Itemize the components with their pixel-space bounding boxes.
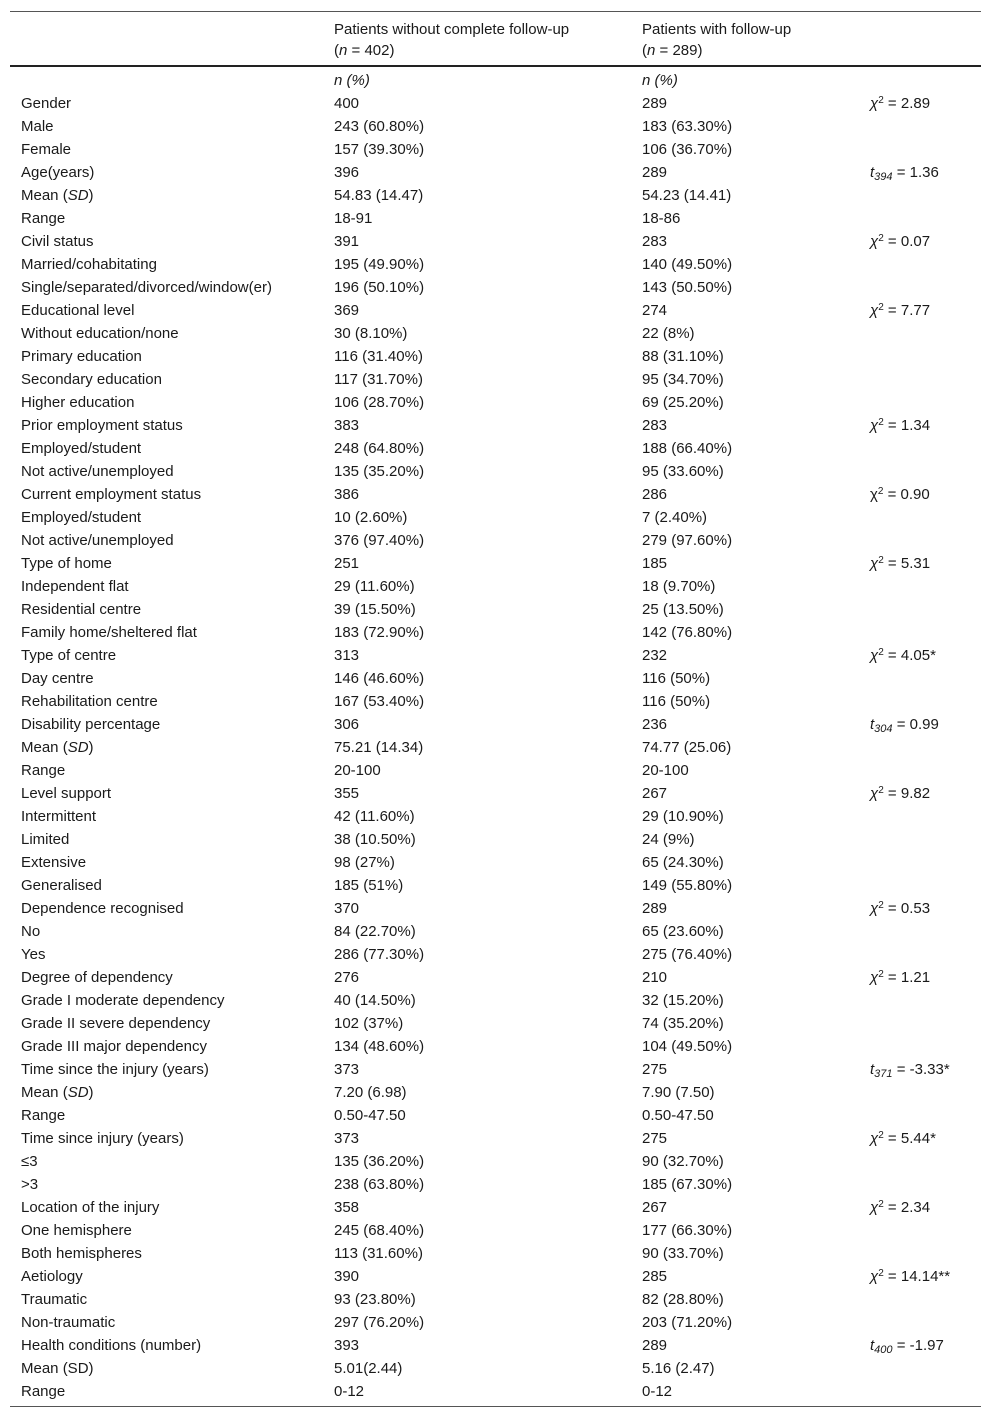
- test-statistic: $t_{394} = 1.36$: [870, 164, 939, 183]
- cell-with-follow-up: 275: [642, 1130, 668, 1147]
- cell-with-follow-up: 106 (36.70%): [642, 141, 733, 158]
- row-label: Extensive: [21, 854, 87, 871]
- table-row: [10, 644, 981, 667]
- cell-with-follow-up: 285: [642, 1268, 668, 1285]
- row-label: Female: [21, 141, 72, 158]
- table-row: [10, 575, 981, 598]
- row-label: Yes: [21, 946, 46, 963]
- header-title: Patients with follow-up: [642, 21, 792, 38]
- row-label: Secondary education: [21, 371, 162, 388]
- table-row: [10, 115, 981, 138]
- cell-with-follow-up: 25 (13.50%): [642, 601, 724, 618]
- table-row: [10, 506, 981, 529]
- cell-with-follow-up: 18 (9.70%): [642, 578, 716, 595]
- table-row: [10, 552, 981, 575]
- cell-without-follow-up: 286 (77.30%): [334, 946, 425, 963]
- table-row: [10, 920, 981, 943]
- data-table: [10, 11, 981, 1407]
- cell-with-follow-up: 18-86: [642, 210, 681, 227]
- cell-without-follow-up: 276: [334, 969, 360, 986]
- cell-with-follow-up: 289: [642, 900, 668, 917]
- cell-without-follow-up: 106 (28.70%): [334, 394, 425, 411]
- row-label: Disability percentage: [21, 716, 161, 733]
- cell-with-follow-up: 275: [642, 1061, 668, 1078]
- row-label: Higher education: [21, 394, 135, 411]
- row-label: Primary education: [21, 348, 142, 365]
- row-label: Not active/unemployed: [21, 463, 174, 480]
- table-row: [10, 299, 981, 322]
- cell-with-follow-up: 289: [642, 95, 668, 112]
- cell-without-follow-up: 370: [334, 900, 360, 917]
- row-label: Current employment status: [21, 486, 202, 503]
- table-row: [10, 851, 981, 874]
- cell-with-follow-up: 210: [642, 969, 668, 986]
- cell-with-follow-up: 183 (63.30%): [642, 118, 733, 135]
- cell-without-follow-up: 373: [334, 1061, 360, 1078]
- table-row: [10, 1150, 981, 1173]
- cell-with-follow-up: 5.16 (2.47): [642, 1360, 715, 1377]
- row-label: Aetiology: [21, 1268, 83, 1285]
- cell-with-follow-up: 274: [642, 302, 668, 319]
- cell-with-follow-up: 279 (97.60%): [642, 532, 733, 549]
- table-row: [10, 989, 981, 1012]
- header-n: 289: [672, 42, 698, 59]
- cell-without-follow-up: 358: [334, 1199, 360, 1216]
- cell-with-follow-up: 22 (8%): [642, 325, 695, 342]
- row-label: Both hemispheres: [21, 1245, 142, 1262]
- cell-without-follow-up: 376 (97.40%): [334, 532, 425, 549]
- test-statistic: $t_{304} = 0.99$: [870, 716, 939, 735]
- cell-with-follow-up: 283: [642, 417, 668, 434]
- cell-without-follow-up: 390: [334, 1268, 360, 1285]
- test-statistic: $\chi^2 = 0.53$: [870, 900, 931, 917]
- table-row: [10, 1012, 981, 1035]
- cell-with-follow-up: 286: [642, 486, 668, 503]
- row-label: Range: [21, 1383, 66, 1400]
- cell-without-follow-up: 20-100: [334, 762, 381, 779]
- cell-with-follow-up: 88 (31.10%): [642, 348, 724, 365]
- cell-with-follow-up: 275 (76.40%): [642, 946, 733, 963]
- cell-with-follow-up: 95 (34.70%): [642, 371, 724, 388]
- header-col-with-follow-up: Patients with follow-up (n = 289): [642, 21, 792, 59]
- cell-with-follow-up: 236: [642, 716, 668, 733]
- cell-without-follow-up: 10 (2.60%): [334, 509, 408, 526]
- cell-with-follow-up: 116 (50%): [642, 670, 711, 687]
- row-label: Dependence recognised: [21, 900, 184, 917]
- cell-without-follow-up: 251: [334, 555, 360, 572]
- subheader-col2: n (%): [334, 72, 370, 89]
- cell-with-follow-up: 7.90 (7.50): [642, 1084, 715, 1101]
- cell-without-follow-up: 355: [334, 785, 360, 802]
- cell-with-follow-up: 32 (15.20%): [642, 992, 724, 1009]
- row-label: No: [21, 923, 41, 940]
- row-label: Grade III major dependency: [21, 1038, 207, 1055]
- test-statistic: $\chi^2 = 1.21$: [870, 969, 931, 986]
- test-statistic: $t_{400} = -1.97$: [870, 1337, 944, 1356]
- cell-with-follow-up: 82 (28.80%): [642, 1291, 724, 1308]
- test-statistic: $\chi^2 = 5.44*$: [870, 1130, 936, 1147]
- row-label: Employed/student: [21, 440, 142, 457]
- table-row: [10, 1196, 981, 1219]
- table-row: [10, 621, 981, 644]
- cell-with-follow-up: 95 (33.60%): [642, 463, 724, 480]
- cell-without-follow-up: 0-12: [334, 1383, 365, 1400]
- row-label: Limited: [21, 831, 70, 848]
- test-statistic: $\chi^2 = 9.82$: [870, 785, 931, 802]
- table-row: [10, 161, 981, 184]
- row-label: Type of home: [21, 555, 112, 572]
- header-col-without-follow-up: Patients without complete follow-up (n = 402): [334, 21, 570, 59]
- cell-without-follow-up: 38 (10.50%): [334, 831, 416, 848]
- cell-with-follow-up: 267: [642, 1199, 668, 1216]
- row-label: Mean (SD): [21, 1360, 94, 1377]
- cell-without-follow-up: 391: [334, 233, 360, 250]
- table-row: [10, 1035, 981, 1058]
- test-statistic: $\chi^2 = 1.34$: [870, 417, 931, 434]
- cell-without-follow-up: 195 (49.90%): [334, 256, 425, 273]
- table-row: [10, 1058, 981, 1081]
- row-label: Location of the injury: [21, 1199, 160, 1216]
- cell-without-follow-up: 98 (27%): [334, 854, 395, 871]
- table-row: [10, 713, 981, 736]
- cell-with-follow-up: 69 (25.20%): [642, 394, 724, 411]
- cell-without-follow-up: 102 (37%): [334, 1015, 404, 1032]
- cell-with-follow-up: 29 (10.90%): [642, 808, 724, 825]
- cell-without-follow-up: 84 (22.70%): [334, 923, 416, 940]
- cell-without-follow-up: 135 (35.20%): [334, 463, 425, 480]
- header-title: Patients without complete follow-up: [334, 21, 570, 38]
- test-statistic: $\chi^2 = 14.14**$: [870, 1268, 951, 1285]
- cell-without-follow-up: 42 (11.60%): [334, 808, 415, 825]
- test-statistic: $\chi^2 = 0.90$: [870, 486, 930, 503]
- row-label: Intermittent: [21, 808, 97, 825]
- row-label: Mean (SD): [21, 1084, 94, 1101]
- cell-without-follow-up: 0.50-47.50: [334, 1107, 406, 1124]
- cell-without-follow-up: 113 (31.60%): [334, 1245, 423, 1262]
- cell-without-follow-up: 393: [334, 1337, 360, 1354]
- cell-with-follow-up: 20-100: [642, 762, 689, 779]
- cell-without-follow-up: 18-91: [334, 210, 373, 227]
- table-row: [10, 690, 981, 713]
- table-row: [10, 1219, 981, 1242]
- cell-without-follow-up: 40 (14.50%): [334, 992, 416, 1009]
- cell-with-follow-up: 142 (76.80%): [642, 624, 733, 641]
- row-label: Prior employment status: [21, 417, 183, 434]
- table-row: [10, 1288, 981, 1311]
- table-row: [10, 736, 981, 759]
- subheader-col3: n (%): [642, 72, 678, 89]
- cell-with-follow-up: 90 (33.70%): [642, 1245, 724, 1262]
- table-row: [10, 437, 981, 460]
- cell-with-follow-up: 90 (32.70%): [642, 1153, 724, 1170]
- subheader-row: [10, 69, 981, 92]
- cell-without-follow-up: 134 (48.60%): [334, 1038, 425, 1055]
- row-label: Mean (SD): [21, 739, 94, 756]
- table-header: [10, 12, 981, 67]
- row-label: Gender: [21, 95, 72, 112]
- row-label: Generalised: [21, 877, 102, 894]
- table-row: [10, 1104, 981, 1127]
- table-row: [10, 828, 981, 851]
- cell-without-follow-up: 369: [334, 302, 360, 319]
- table-row: [10, 345, 981, 368]
- table-row: [10, 230, 981, 253]
- cell-with-follow-up: 232: [642, 647, 668, 664]
- table-body: [10, 67, 981, 1406]
- cell-with-follow-up: 289: [642, 1337, 668, 1354]
- row-label: Without education/none: [21, 325, 179, 342]
- table-row: [10, 529, 981, 552]
- cell-without-follow-up: 297 (76.20%): [334, 1314, 425, 1331]
- cell-without-follow-up: 313: [334, 647, 360, 664]
- table-row: [10, 184, 981, 207]
- cell-without-follow-up: 185 (51%): [334, 877, 404, 894]
- table-row: [10, 1380, 981, 1403]
- cell-with-follow-up: 74 (35.20%): [642, 1015, 724, 1032]
- table-row: [10, 1311, 981, 1334]
- table-row: [10, 368, 981, 391]
- table-row: [10, 460, 981, 483]
- cell-without-follow-up: 39 (15.50%): [334, 601, 416, 618]
- test-statistic: $\chi^2 = 4.05*$: [870, 647, 936, 664]
- table-row: [10, 1265, 981, 1288]
- table-row: [10, 276, 981, 299]
- cell-with-follow-up: 104 (49.50%): [642, 1038, 733, 1055]
- table-row: [10, 598, 981, 621]
- cell-without-follow-up: 396: [334, 164, 360, 181]
- row-label: Level support: [21, 785, 112, 802]
- cell-without-follow-up: 5.01(2.44): [334, 1360, 403, 1377]
- cell-with-follow-up: 267: [642, 785, 668, 802]
- row-label: Civil status: [21, 233, 94, 250]
- table-row: [10, 897, 981, 920]
- cell-with-follow-up: 65 (23.60%): [642, 923, 724, 940]
- cell-without-follow-up: 75.21 (14.34): [334, 739, 424, 756]
- table-row: [10, 1173, 981, 1196]
- row-label: Range: [21, 210, 66, 227]
- cell-with-follow-up: 65 (24.30%): [642, 854, 724, 871]
- row-label: Residential centre: [21, 601, 142, 618]
- cell-without-follow-up: 167 (53.40%): [334, 693, 425, 710]
- cell-without-follow-up: 386: [334, 486, 360, 503]
- row-label: Type of centre: [21, 647, 117, 664]
- cell-with-follow-up: 188 (66.40%): [642, 440, 733, 457]
- cell-without-follow-up: 7.20 (6.98): [334, 1084, 407, 1101]
- table-row: [10, 207, 981, 230]
- row-label: Mean (SD): [21, 187, 94, 204]
- row-label: Employed/student: [21, 509, 142, 526]
- cell-without-follow-up: 117 (31.70%): [334, 371, 423, 388]
- cell-with-follow-up: 140 (49.50%): [642, 256, 733, 273]
- test-statistic: $t_{371} = -3.33*$: [870, 1061, 950, 1080]
- table-row: [10, 943, 981, 966]
- row-label: Independent flat: [21, 578, 129, 595]
- table-row: [10, 966, 981, 989]
- row-label: Married/cohabitating: [21, 256, 157, 273]
- table-row: [10, 874, 981, 897]
- cell-with-follow-up: 54.23 (14.41): [642, 187, 732, 204]
- cell-without-follow-up: 245 (68.40%): [334, 1222, 425, 1239]
- cell-without-follow-up: 54.83 (14.47): [334, 187, 424, 204]
- row-label: ≤3: [21, 1153, 38, 1170]
- cell-with-follow-up: 143 (50.50%): [642, 279, 733, 296]
- cell-without-follow-up: 373: [334, 1130, 360, 1147]
- table-row: [10, 138, 981, 161]
- test-statistic: $\chi^2 = 7.77$: [870, 302, 931, 319]
- row-label: Traumatic: [21, 1291, 88, 1308]
- cell-without-follow-up: 248 (64.80%): [334, 440, 425, 457]
- test-statistic: $\chi^2 = 5.31$: [870, 555, 931, 572]
- cell-without-follow-up: 93 (23.80%): [334, 1291, 416, 1308]
- row-label: Grade I moderate dependency: [21, 992, 225, 1009]
- cell-with-follow-up: 0-12: [642, 1383, 673, 1400]
- row-label: Time since the injury (years): [21, 1061, 209, 1078]
- row-label: Range: [21, 762, 66, 779]
- cell-with-follow-up: 289: [642, 164, 668, 181]
- cell-with-follow-up: 185: [642, 555, 668, 572]
- cell-with-follow-up: 185 (67.30%): [642, 1176, 733, 1193]
- table-row: [10, 1357, 981, 1380]
- cell-with-follow-up: 149 (55.80%): [642, 877, 733, 894]
- cell-with-follow-up: 116 (50%): [642, 693, 711, 710]
- row-label: Time since injury (years): [21, 1130, 184, 1147]
- cell-with-follow-up: 177 (66.30%): [642, 1222, 733, 1239]
- cell-without-follow-up: 29 (11.60%): [334, 578, 415, 595]
- test-statistic: $\chi^2 = 0.07$: [870, 233, 931, 250]
- cell-without-follow-up: 383: [334, 417, 360, 434]
- row-label: Non-traumatic: [21, 1314, 116, 1331]
- table-row: [10, 483, 981, 506]
- table-row: [10, 322, 981, 345]
- table-row: [10, 805, 981, 828]
- table-row: [10, 1127, 981, 1150]
- cell-without-follow-up: 135 (36.20%): [334, 1153, 425, 1170]
- row-label: Single/separated/divorced/window(er): [21, 279, 272, 296]
- row-label: Degree of dependency: [21, 969, 173, 986]
- row-label: Age(years): [21, 164, 95, 181]
- cell-without-follow-up: 238 (63.80%): [334, 1176, 425, 1193]
- row-label: Educational level: [21, 302, 135, 319]
- row-label: Grade II severe dependency: [21, 1015, 211, 1032]
- table-row: [10, 414, 981, 437]
- row-label: Rehabilitation centre: [21, 693, 158, 710]
- cell-without-follow-up: 196 (50.10%): [334, 279, 425, 296]
- row-label: Not active/unemployed: [21, 532, 174, 549]
- row-label: One hemisphere: [21, 1222, 132, 1239]
- cell-without-follow-up: 400: [334, 95, 360, 112]
- table-row: [10, 759, 981, 782]
- table-row: [10, 391, 981, 414]
- table-row: [10, 1081, 981, 1104]
- row-label: Range: [21, 1107, 66, 1124]
- cell-with-follow-up: 203 (71.20%): [642, 1314, 733, 1331]
- header-n: 402: [364, 42, 390, 59]
- cell-with-follow-up: 24 (9%): [642, 831, 695, 848]
- cell-without-follow-up: 116 (31.40%): [334, 348, 423, 365]
- table-row: [10, 1242, 981, 1265]
- cell-with-follow-up: 283: [642, 233, 668, 250]
- table-row: [10, 1334, 981, 1357]
- table-row: [10, 782, 981, 805]
- cell-without-follow-up: 306: [334, 716, 360, 733]
- cell-with-follow-up: 74.77 (25.06): [642, 739, 732, 756]
- row-label: Family home/sheltered flat: [21, 624, 197, 641]
- row-label: Male: [21, 118, 54, 135]
- test-statistic: $\chi^2 = 2.34$: [870, 1199, 931, 1216]
- cell-without-follow-up: 157 (39.30%): [334, 141, 425, 158]
- table-row: [10, 92, 981, 115]
- row-label: >3: [21, 1176, 39, 1193]
- row-label: Health conditions (number): [21, 1337, 202, 1354]
- cell-without-follow-up: 183 (72.90%): [334, 624, 425, 641]
- cell-with-follow-up: 7 (2.40%): [642, 509, 708, 526]
- cell-without-follow-up: 30 (8.10%): [334, 325, 408, 342]
- table-row: [10, 667, 981, 690]
- table-row: [10, 253, 981, 276]
- cell-with-follow-up: 0.50-47.50: [642, 1107, 714, 1124]
- test-statistic: $\chi^2 = 2.89$: [870, 95, 931, 112]
- row-label: Day centre: [21, 670, 94, 687]
- cell-without-follow-up: 146 (46.60%): [334, 670, 425, 687]
- cell-without-follow-up: 243 (60.80%): [334, 118, 425, 135]
